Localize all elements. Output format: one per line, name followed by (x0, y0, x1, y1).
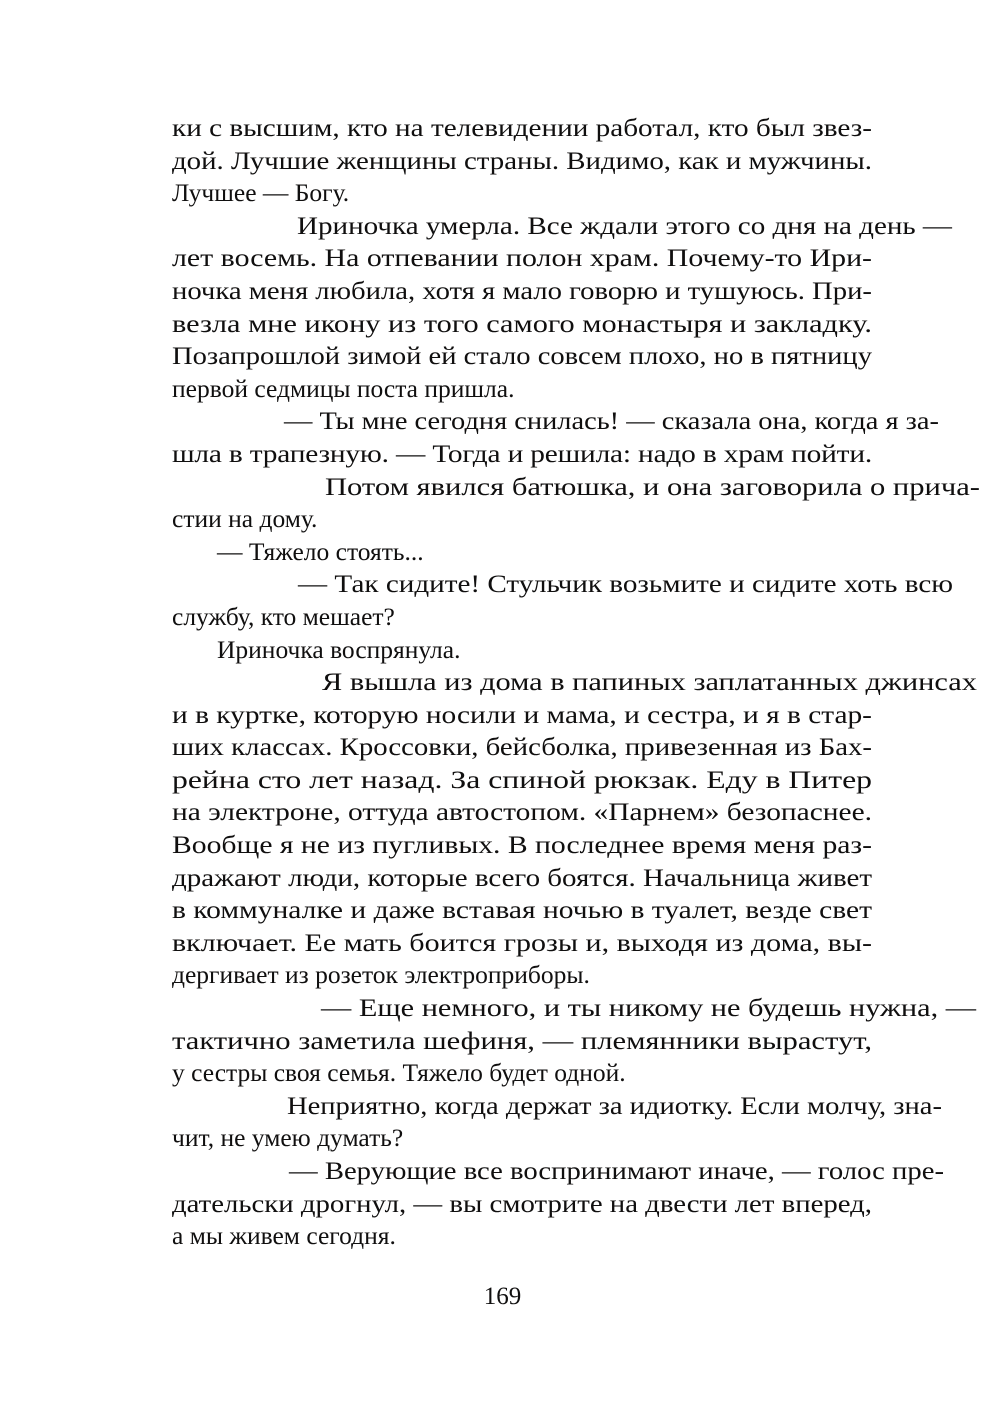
line-text: чит, не умею думать? (172, 1123, 404, 1153)
text-line (172, 177, 872, 210)
paragraph-indent (172, 405, 217, 438)
text-line (172, 699, 872, 732)
paragraph (172, 1090, 942, 1155)
line-text: Ириночка воспрянула. (217, 634, 461, 664)
text-line (172, 471, 981, 504)
text-line (172, 438, 872, 471)
line-text: рейна сто лет назад. За спиной рюкзак. Еду в Питер (172, 764, 873, 794)
line-text: включает. Ее мать боится грозы и, выходя из дома, вы- (172, 927, 872, 957)
text-line (172, 634, 872, 667)
line-text: на электроне, оттуда автостопом. «Парнем» безопаснее. (172, 797, 873, 827)
line-text: а мы живем сегодня. (172, 1221, 396, 1251)
paragraph (172, 634, 872, 667)
text-line (172, 242, 872, 275)
line-text: Позапрошлой зимой ей стало совсем плохо, но в пятницу (172, 341, 872, 371)
paragraph (172, 666, 978, 992)
text-line (172, 1122, 872, 1155)
paragraph-dialogue (172, 536, 872, 569)
line-text: — Тяжело стоять... (217, 536, 424, 566)
text-line (172, 1220, 872, 1253)
text-line (172, 503, 872, 536)
text-line (172, 275, 872, 308)
line-text: ших классах. Кроссовки, бейсболка, привезенная из Бах- (172, 732, 872, 762)
text-line (172, 959, 872, 992)
text-line (172, 829, 872, 862)
line-text: и в куртке, которую носили и мама, и сестра, и я в стар- (172, 699, 872, 729)
text-line (172, 894, 872, 927)
line-text: Ириночка умерла. Все ждали этого со дня на день — (297, 210, 953, 240)
line-text: дательски дрогнул, — вы смотрите на двести лет вперед, (172, 1188, 873, 1218)
text-line (172, 373, 872, 406)
paragraph (172, 112, 872, 210)
text-line (172, 405, 940, 438)
line-text: ки с высшим, кто на телевидении работал, кто был звез- (172, 113, 872, 142)
paragraph-dialogue (172, 405, 940, 470)
text-line (172, 1025, 872, 1058)
line-text: стии на дому. (172, 504, 318, 534)
text-line (172, 1057, 872, 1090)
line-text: шла в трапезную. — Тогда и решила: надо в храм пойти. (172, 438, 873, 468)
text-line (172, 536, 872, 569)
text-line (172, 862, 872, 895)
line-text: первой седмицы поста пришла. (172, 373, 515, 403)
line-text: — Верующие все воспринимают иначе, — голос пре- (289, 1156, 945, 1185)
paragraph-indent (172, 568, 217, 601)
paragraph (172, 471, 981, 536)
text-line (172, 796, 872, 829)
line-text: — Ты мне сегодня снилась! — сказала она, когда я за- (284, 406, 940, 436)
line-text: — Так сидите! Стульчик возьмите и сидите хоть всю (298, 569, 954, 599)
paragraph-dialogue (172, 568, 954, 633)
line-text: Я вышла из дома в папиных заплатанных джинсах (322, 667, 978, 697)
line-text: дой. Лучшие женщины страны. Видимо, как и мужчины. (172, 145, 873, 175)
paragraph-indent (172, 1090, 217, 1123)
page-text-body (172, 112, 981, 1253)
text-line (172, 308, 872, 341)
line-text: Неприятно, когда держат за идиотку. Если молчу, зна- (286, 1090, 942, 1120)
paragraph-indent (172, 666, 217, 699)
text-line (172, 112, 872, 145)
text-line (172, 145, 872, 178)
paragraph-indent (172, 992, 217, 1025)
line-text: ночка меня любила, хотя я мало говорю и тушуюсь. При- (172, 275, 872, 305)
line-text: тактично заметила шефиня, — племянники вырастут, (172, 1025, 872, 1055)
text-line (172, 601, 872, 634)
line-text: в коммуналке и даже вставая ночью в туалет, везде свет (172, 895, 872, 925)
text-line (172, 340, 872, 373)
text-line (172, 666, 978, 699)
text-line (172, 1155, 945, 1188)
line-text: Лучшее — Богу. (172, 178, 350, 208)
paragraph-dialogue (172, 1155, 945, 1253)
text-line (172, 1090, 942, 1123)
text-line (172, 210, 953, 243)
line-text: лет восемь. На отпевании полон храм. Почему-то Ири- (172, 243, 873, 273)
line-text: дражают люди, которые всего боятся. Начальница живет (172, 862, 872, 892)
line-text: везла мне икону из того самого монастыря и закладку. (172, 308, 872, 338)
text-line (172, 992, 976, 1025)
line-text: у сестры своя семья. Тяжело будет одной. (172, 1058, 626, 1088)
paragraph-indent (172, 1155, 217, 1188)
page-number: 169 (483, 1283, 522, 1310)
paragraph-indent (172, 471, 217, 504)
text-line (172, 764, 872, 797)
text-line (172, 927, 872, 960)
text-line (172, 1188, 872, 1221)
line-text: дергивает из розеток электроприборы. (172, 960, 590, 990)
paragraph-indent (172, 210, 217, 243)
text-line (172, 731, 872, 764)
line-text: Вообще я не из пугливых. В последнее время меня раз- (172, 830, 873, 860)
line-text: — Еще немного, и ты никому не будешь нужна, — (320, 993, 976, 1023)
paragraph-dialogue (172, 992, 976, 1090)
line-text: Потом явился батюшка, и она заговорила о прича- (325, 471, 981, 501)
line-text: службу, кто мешает? (172, 601, 395, 631)
paragraph (172, 210, 953, 406)
text-line (172, 568, 954, 601)
